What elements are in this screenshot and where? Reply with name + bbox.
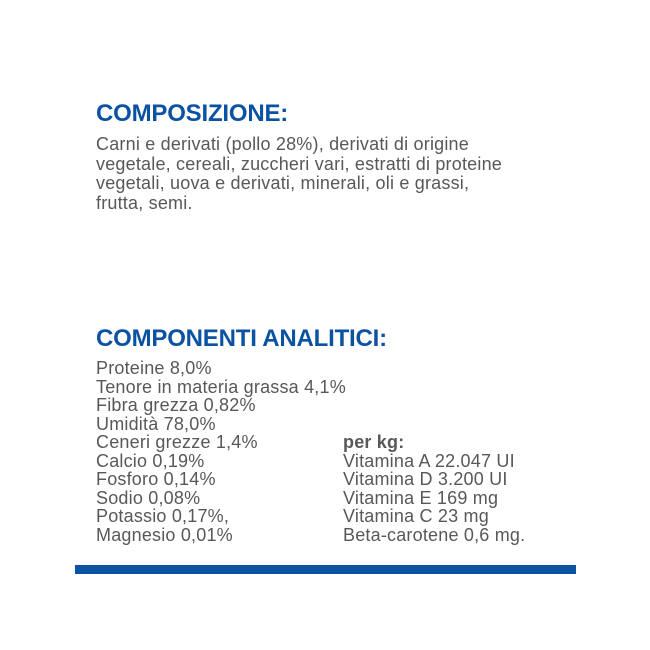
analytic-item: Umidità 78,0% (96, 413, 216, 434)
analytic-item: Proteine 8,0% (96, 358, 212, 378)
vitamin-item: Vitamina D 3.200 UI (343, 469, 508, 489)
analytic-item: Tenore in materia grassa 4,1% (96, 376, 346, 397)
composizione-heading: COMPOSIZIONE: (96, 100, 289, 127)
analytic-components-list (96, 359, 346, 544)
composizione-line: vegetale, cereali, zuccheri vari, estratti di proteine (96, 153, 502, 174)
vitamin-item: Vitamina A 22.047 UI (343, 450, 515, 471)
componenti-analitici-heading: COMPONENTI ANALITICI: (96, 325, 387, 352)
composizione-paragraph (96, 135, 502, 213)
brand-divider-bar (75, 565, 576, 574)
composizione-line: Carni e derivati (pollo 28%), derivati di origine (96, 134, 469, 154)
analytic-item: Sodio 0,08% (96, 487, 201, 508)
vitamin-item: Vitamina C 23 mg (343, 506, 489, 526)
analytic-item: Potassio 0,17%, (96, 506, 230, 526)
composizione-line: vegetali, uova e derivati, minerali, oli e grassi, (96, 173, 470, 193)
analytic-item: Magnesio 0,01% (96, 524, 233, 545)
vitamin-item: Beta-carotene 0,6 mg. (343, 524, 526, 545)
analytic-item: Fibra grezza 0,82% (96, 395, 256, 415)
per-kg-column (343, 433, 525, 544)
analytic-item: Fosforo 0,14% (96, 469, 216, 489)
per-kg-label: per kg: (343, 432, 405, 452)
analytic-item: Calcio 0,19% (96, 450, 205, 471)
analytic-item: Ceneri grezze 1,4% (96, 432, 258, 452)
vitamin-item: Vitamina E 169 mg (343, 487, 499, 508)
composizione-line: frutta, semi. (96, 192, 193, 213)
